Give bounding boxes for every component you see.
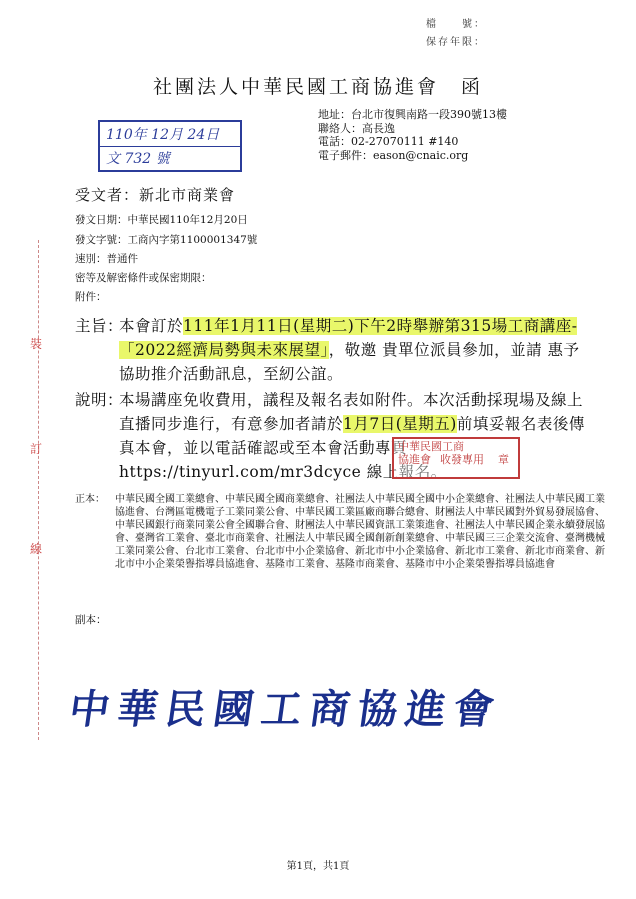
- cc-section: [75, 493, 605, 571]
- explanation-text-a: 本場講座免收費用，議程及報名表如附件。本次活動採現場及線上直播同步進行，有意參加者請於: [119, 391, 584, 433]
- binding-mark-3: 線: [30, 542, 43, 556]
- address: 地址：台北市復興南路一段390號13樓: [318, 108, 507, 121]
- copy-label: 副本：: [75, 614, 107, 626]
- phone: 電話：02-27070111 #140: [318, 135, 459, 148]
- registration-stamp: [392, 437, 520, 479]
- subject-text-b: ，敬邀 貴單位派員參加，並請 惠予協助推介活動訊息，至紉公誼。: [119, 341, 580, 383]
- issue-date: 發文日期：中華民國110年12月20日: [75, 214, 248, 226]
- reg-stamp-line1: 中華民國工商: [398, 440, 464, 453]
- reg-stamp-line2: 協進會: [398, 453, 431, 466]
- cc-label: 正本：: [75, 494, 105, 505]
- subject-section: [75, 314, 595, 386]
- recipient: 受文者：新北市商業會: [75, 186, 236, 204]
- organization-signature: 中華民國工商協進會: [66, 687, 505, 733]
- page-number: 第1頁，共1頁: [286, 861, 350, 872]
- subject-highlight-title: 講座-「2022經濟局勢與未來展望」: [119, 317, 578, 359]
- binding-mark-1: 裝: [30, 337, 43, 351]
- file-number-label: 檔 號：: [426, 19, 486, 30]
- received-stamp-number: 文 732 號: [106, 151, 170, 167]
- subject-highlight-date: 111年1月11日(星期二)下午2時舉辦第315場工商: [183, 317, 540, 335]
- contact-info: [318, 108, 507, 162]
- subject-text: [119, 314, 595, 386]
- explanation-label: 說明：: [75, 391, 124, 409]
- received-stamp: [98, 120, 242, 172]
- stamp-divider: [100, 146, 240, 147]
- retention-period-label: 保存年限：: [426, 37, 486, 48]
- reg-stamp-line3: 收發專用: [440, 453, 484, 466]
- subject-label: 主旨：: [75, 317, 124, 335]
- explanation-highlight-deadline: 1月7日(星期五): [343, 415, 457, 433]
- contact-person: 聯絡人：高長逸: [318, 121, 395, 135]
- email: 電子郵件：eason@cnaic.org: [318, 148, 469, 162]
- binding-mark-2: 訂: [30, 442, 43, 456]
- issue-number: 發文字號：工商內字第1100001347號: [75, 234, 258, 246]
- document-title: 社團法人中華民國工商協進會 函: [152, 76, 483, 98]
- received-stamp-date: 110年 12月 24日: [106, 127, 220, 143]
- security-classification: 密等及解密條件或保密期限：: [75, 272, 212, 284]
- explanation-text-b: 前填妥報名表後傳真本會，並以電話確認或至本會活動專頁https://tinyurl.com/mr3dcyce 線上報名。: [119, 415, 585, 481]
- attachment-label: 附件：: [75, 291, 107, 303]
- delivery-speed: 速別：普通件: [75, 253, 138, 265]
- cc-list: 中華民國全國工業總會、中華民國全國商業總會、社團法人中華民國全國中小企業總會、社團法人中華民國工業協進會、台灣區電機電子工業同業公會、中華民國工業區廠商聯合總會、財團法人中華民國對外貿易發展協會、中華民國銀行商業同業公會全國聯合會、財團法人中華民國資訊工業策進會、社團法人中華民國企業永續發展協會、臺灣省工業會、臺北市商業會、社團法人中華民國全國創新創業總會、中華民國三三企業交流會、臺灣機械工業同業公會、台北市工業會、台北市中小企業協會、新北市中小企業協會、新北市工業會、新北市商業會、新北市中小企業榮譽指導員協進會、基隆市工業會、基隆市商業會、基隆市中小企業榮譽指導員協進會: [115, 494, 605, 570]
- reg-stamp-line4: 章: [498, 453, 509, 466]
- binding-line: [38, 240, 39, 740]
- explanation-text: [119, 388, 595, 484]
- subject-text-a: 本會訂於: [119, 317, 184, 335]
